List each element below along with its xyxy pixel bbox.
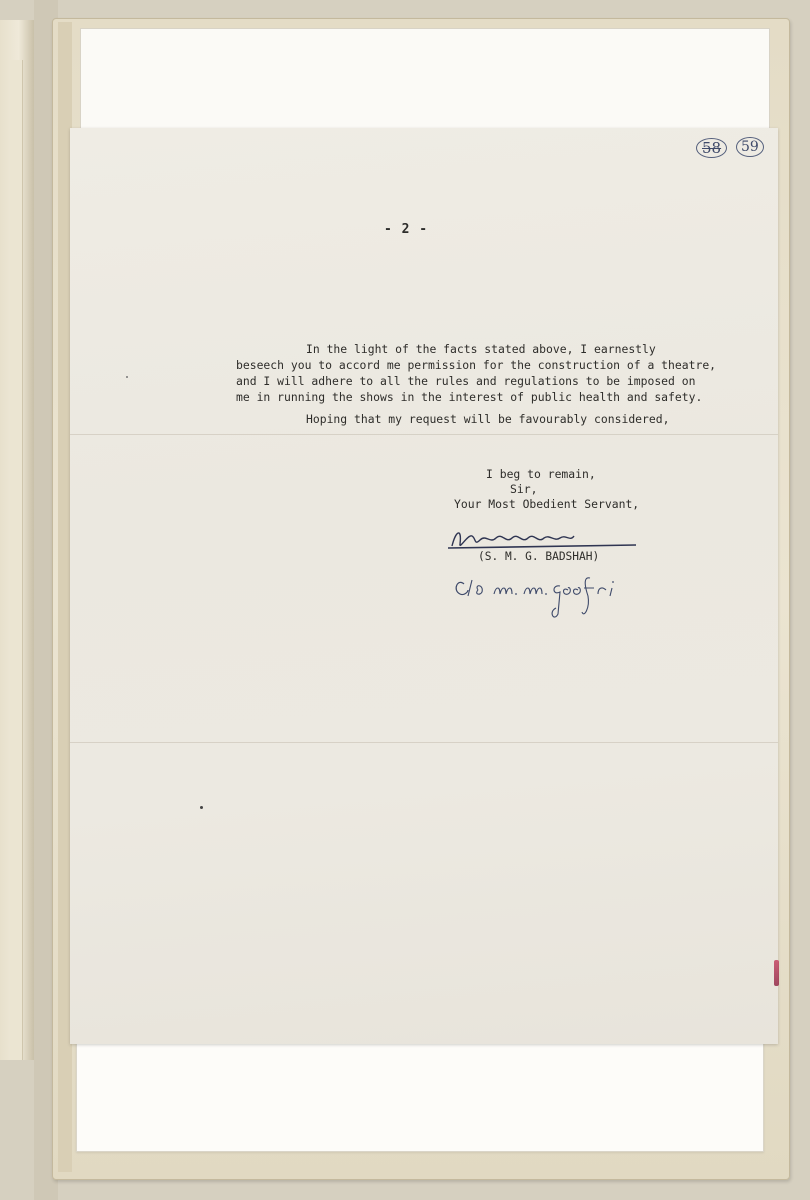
folio-number-struck: 58 xyxy=(696,138,727,158)
paragraph-line: In the light of the facts stated above, I earnestly xyxy=(306,342,656,356)
paragraph-line: beseech you to accord me permission for the construction of a theatre, xyxy=(236,358,717,372)
ink-speck xyxy=(200,806,203,809)
ink-speck xyxy=(126,376,128,378)
closing-line: I beg to remain, xyxy=(486,467,596,481)
folio-number: 59 xyxy=(736,137,764,157)
paragraph-closing-remark: Hoping that my request will be favourably considered, xyxy=(306,412,670,426)
typed-signatory-name: (S. M. G. BADSHAH) xyxy=(478,550,600,563)
closing-line: Your Most Obedient Servant, xyxy=(454,497,640,511)
paper-fold-line xyxy=(70,434,778,435)
paragraph-line: me in running the shows in the interest of public health and safety. xyxy=(236,390,703,404)
closing-line: Sir, xyxy=(510,482,538,496)
left-page-inner-edge xyxy=(10,60,23,1060)
handwritten-address-note xyxy=(450,568,630,628)
red-edge-mark xyxy=(774,960,779,986)
paragraph-line: and I will adhere to all the rules and regulations to be imposed on xyxy=(236,374,696,388)
paper-fold-line xyxy=(70,742,778,743)
blank-sheet-bottom xyxy=(76,1030,764,1152)
left-page-edge xyxy=(0,20,35,1060)
letter-page xyxy=(70,128,778,1044)
page-number: - 2 - xyxy=(384,222,429,237)
